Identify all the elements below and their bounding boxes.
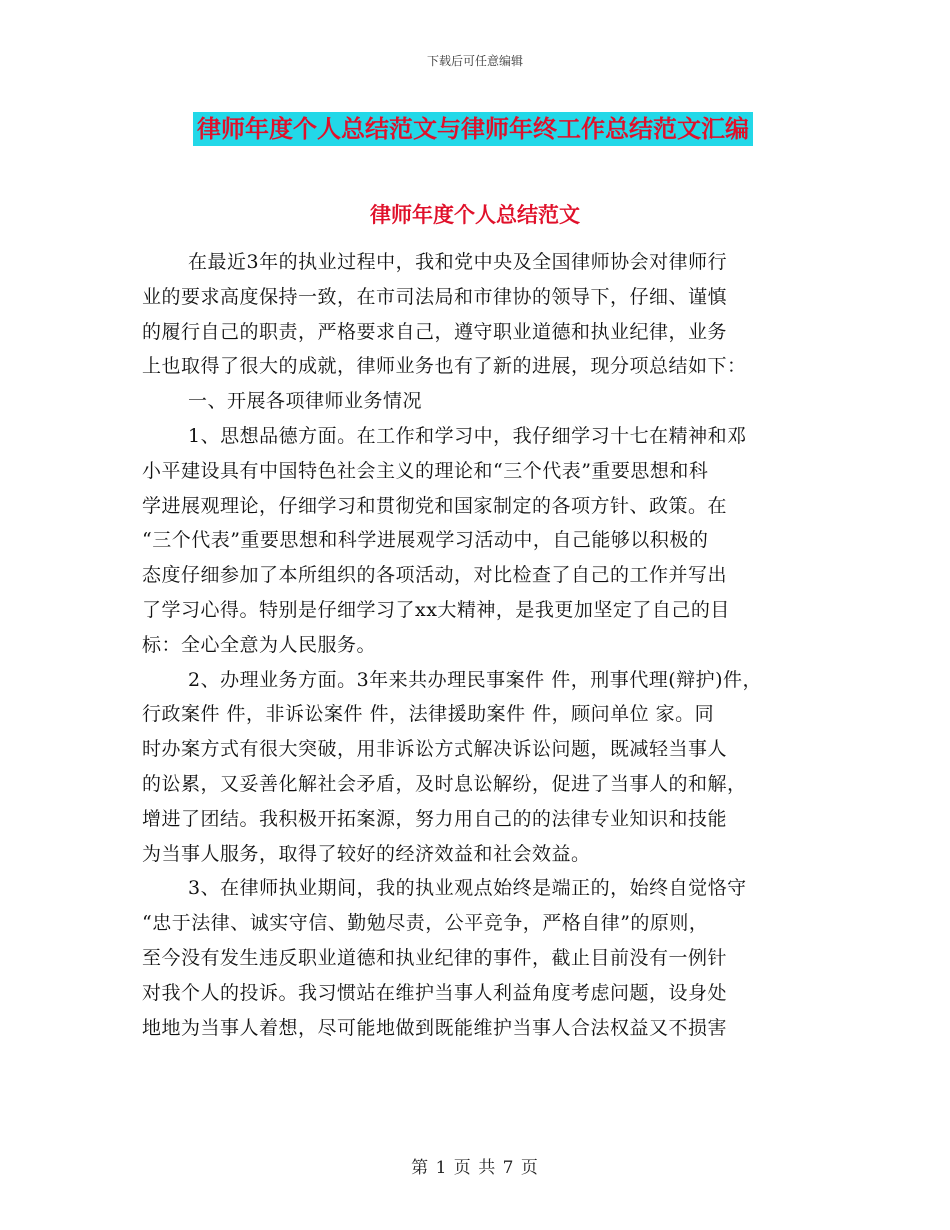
paragraph-line: “三个代表”重要思想和科学进展观学习活动中，自己能够以积极的: [142, 529, 709, 552]
paragraph-line: 增进了团结。我积极开拓案源，努力用自己的的法律专业知识和技能: [142, 807, 728, 830]
paragraph-line: 的履行自己的职责，严格要求自己，遵守职业道德和执业纪律，业务: [142, 320, 728, 343]
paragraph-line: 3、在律师执业期间，我的执业观点始终是端正的，始终自觉恪守: [188, 877, 747, 900]
paragraph-line: 时办案方式有很大突破，用非诉讼方式解决诉讼问题，既减轻当事人: [142, 738, 728, 761]
header-note: 下载后可任意编辑: [426, 54, 523, 68]
page-footer: 第 1 页 共 7 页: [411, 1158, 539, 1178]
paragraph-line: 对我个人的投诉。我习惯站在维护当事人利益角度考虑问题，设身处: [142, 981, 728, 1004]
paragraph-line: 至今没有发生违反职业道德和执业纪律的事件，截止目前没有一例针: [142, 946, 728, 969]
paragraph-line: 上也取得了很大的成就，律师业务也有了新的进展，现分项总结如下：: [142, 355, 747, 378]
section-title: 律师年度个人总结范文: [370, 203, 580, 227]
paragraph-line: 标：全心全意为人民服务。: [142, 633, 377, 656]
paragraph-line: 学进展观理论，仔细学习和贯彻党和国家制定的各项方针、政策。在: [142, 494, 728, 517]
paragraph-line: 业的要求高度保持一致，在市司法局和市律协的领导下，仔细、谨慎: [142, 285, 728, 308]
paragraph-line: 为当事人服务，取得了较好的经济效益和社会效益。: [142, 842, 591, 865]
paragraph-line: 态度仔细参加了本所组织的各项活动，对比检查了自己的工作并写出: [142, 564, 728, 587]
paragraph-line: 2、办理业务方面。3年来共办理民事案件 件，刑事代理(辩护)件，: [188, 668, 763, 691]
paragraph-line: 小平建设具有中国特色社会主义的理论和“三个代表”重要思想和科: [142, 459, 709, 482]
paragraph-line: 行政案件 件，非诉讼案件 件，法律援助案件 件，顾问单位 家。同: [142, 703, 715, 726]
paragraph-line: 在最近3年的执业过程中，我和党中央及全国律师协会对律师行: [188, 251, 728, 273]
paragraph-line: 的讼累，又妥善化解社会矛盾，及时息讼解纷，促进了当事人的和解，: [142, 772, 747, 795]
paragraph-line: “忠于法律、诚实守信、勤勉尽责，公平竞争，严格自律”的原则，: [142, 912, 709, 935]
paragraph-line: 1、思想品德方面。在工作和学习中，我仔细学习十七在精神和邓: [188, 424, 747, 447]
paragraph-line: 了学习心得。特别是仔细学习了xx大精神，是我更加坚定了自己的目: [142, 598, 730, 621]
paragraph-line: 地地为当事人着想，尽可能地做到既能维护当事人合法权益又不损害: [142, 1016, 728, 1039]
subheading-line: 一、开展各项律师业务情况: [188, 390, 423, 413]
document-title: 律师年度个人总结范文与律师年终工作总结范文汇编: [193, 112, 753, 146]
body-text: [142, 245, 842, 1045]
